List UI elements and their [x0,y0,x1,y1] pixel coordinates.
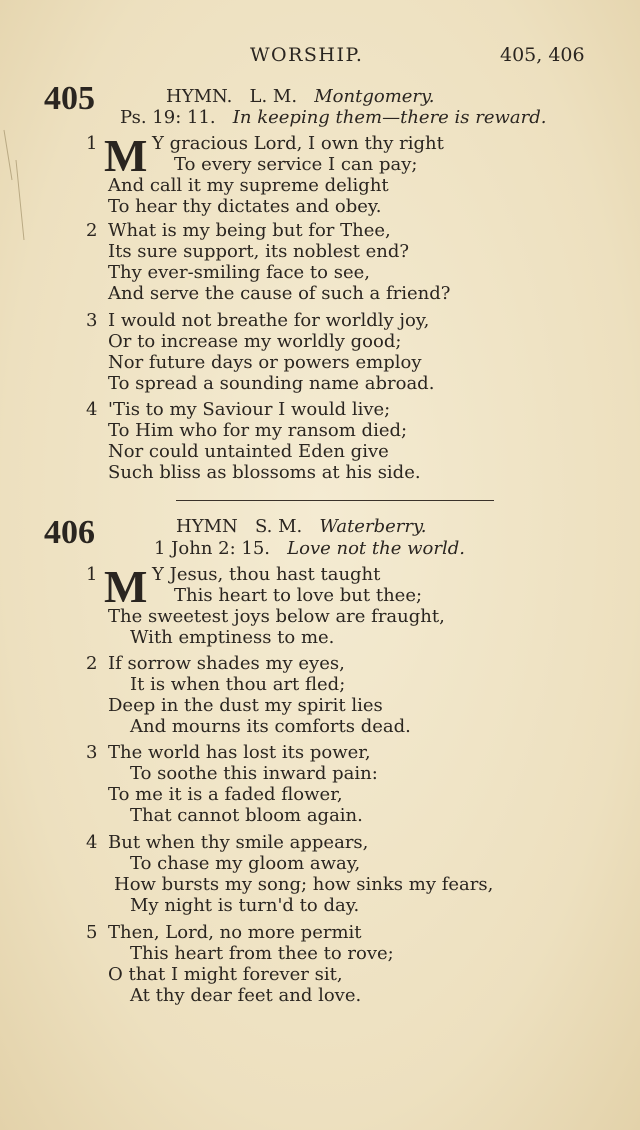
verse-line: Nor could untainted Eden give [108,441,389,462]
verse-line: At thy dear feet and love. [130,985,362,1006]
drop-capital: M [104,130,148,181]
hymn-label: HYMN. [166,86,233,107]
verse-line: Y Jesus, thou hast taught [152,564,381,585]
verse-line: To every service I can pay; [174,154,418,175]
stanza-number: 2 [86,653,98,674]
hymn-header [176,516,426,537]
scripture-theme: In keeping them—there is reward. [232,107,547,128]
verse-line: My night is turn'd to day. [130,895,360,916]
verse-line: That cannot bloom again. [130,805,363,826]
verse-line: Nor future days or powers employ [108,352,422,373]
verse-line: To me it is a faded flower, [108,784,343,805]
stanza-number: 2 [86,220,98,241]
verse-line: This heart to love but thee; [174,585,423,606]
section-divider [176,500,494,501]
running-head-page-numbers: 405, 406 [500,44,585,66]
stanza-number: 1 [86,564,98,585]
stanza-number: 3 [86,310,98,331]
verse-line: What is my being but for Thee, [108,220,391,241]
running-head-title: WORSHIP. [250,44,364,66]
scripture-line [120,107,547,128]
verse-line: Such bliss as blossoms at his side. [108,462,421,483]
verse-line: To Him who for my ransom died; [108,420,408,441]
hymn-number: 405 [44,80,95,117]
stanza-number: 4 [86,399,98,420]
verse-line: It is when thou art fled; [130,674,346,695]
hymn-meter: L. M. [249,86,298,107]
running-head [0,44,640,74]
margin-pencil-mark [0,120,30,250]
verse-line: Then, Lord, no more permit [108,922,362,943]
verse-line: With emptiness to me. [130,627,335,648]
scripture-theme: Love not the world. [287,538,465,559]
verse-line: O that I might forever sit, [108,964,343,985]
drop-capital: M [104,561,148,612]
verse-line: Its sure support, its noblest end? [108,241,410,262]
verse-line: The world has lost its power, [108,742,371,763]
verse-line: To chase my gloom away, [130,853,361,874]
hymn-tune: Montgomery. [314,86,435,107]
stanza-number: 4 [86,832,98,853]
hymn-number: 406 [44,514,95,551]
verse-line: Thy ever-smiling face to see, [108,262,370,283]
verse-line: And mourns its comforts dead. [130,716,411,737]
scripture-reference: Ps. 19: 11. [120,107,216,128]
verse-line: 'Tis to my Saviour I would live; [108,399,391,420]
verse-line: Deep in the dust my spirit lies [108,695,383,716]
verse-line: To soothe this inward pain: [130,763,378,784]
verse-line: Y gracious Lord, I own thy right [152,133,444,154]
stanza-number: 3 [86,742,98,763]
verse-line: And call it my supreme delight [108,175,389,196]
verse-line: Or to increase my worldly good; [108,331,402,352]
verse-line: The sweetest joys below are fraught, [108,606,445,627]
scripture-reference: 1 John 2: 15. [154,538,270,559]
verse-line: To spread a sounding name abroad. [108,373,435,394]
verse-line: To hear thy dictates and obey. [108,196,382,217]
verse-line: I would not breathe for worldly joy, [108,310,430,331]
verse-line: And serve the cause of such a friend? [108,283,451,304]
hymn-header [166,86,435,107]
hymn-meter: S. M. [254,516,303,537]
verse-line: This heart from thee to rove; [130,943,394,964]
scripture-line [154,538,465,559]
stanza-number: 1 [86,133,98,154]
verse-line: If sorrow shades my eyes, [108,653,345,674]
verse-line: But when thy smile appears, [108,832,369,853]
verse-line: How bursts my song; how sinks my fears, [114,874,494,895]
stanza-number: 5 [86,922,98,943]
hymn-label: HYMN [176,516,238,537]
hymn-tune: Waterberry. [319,516,427,537]
